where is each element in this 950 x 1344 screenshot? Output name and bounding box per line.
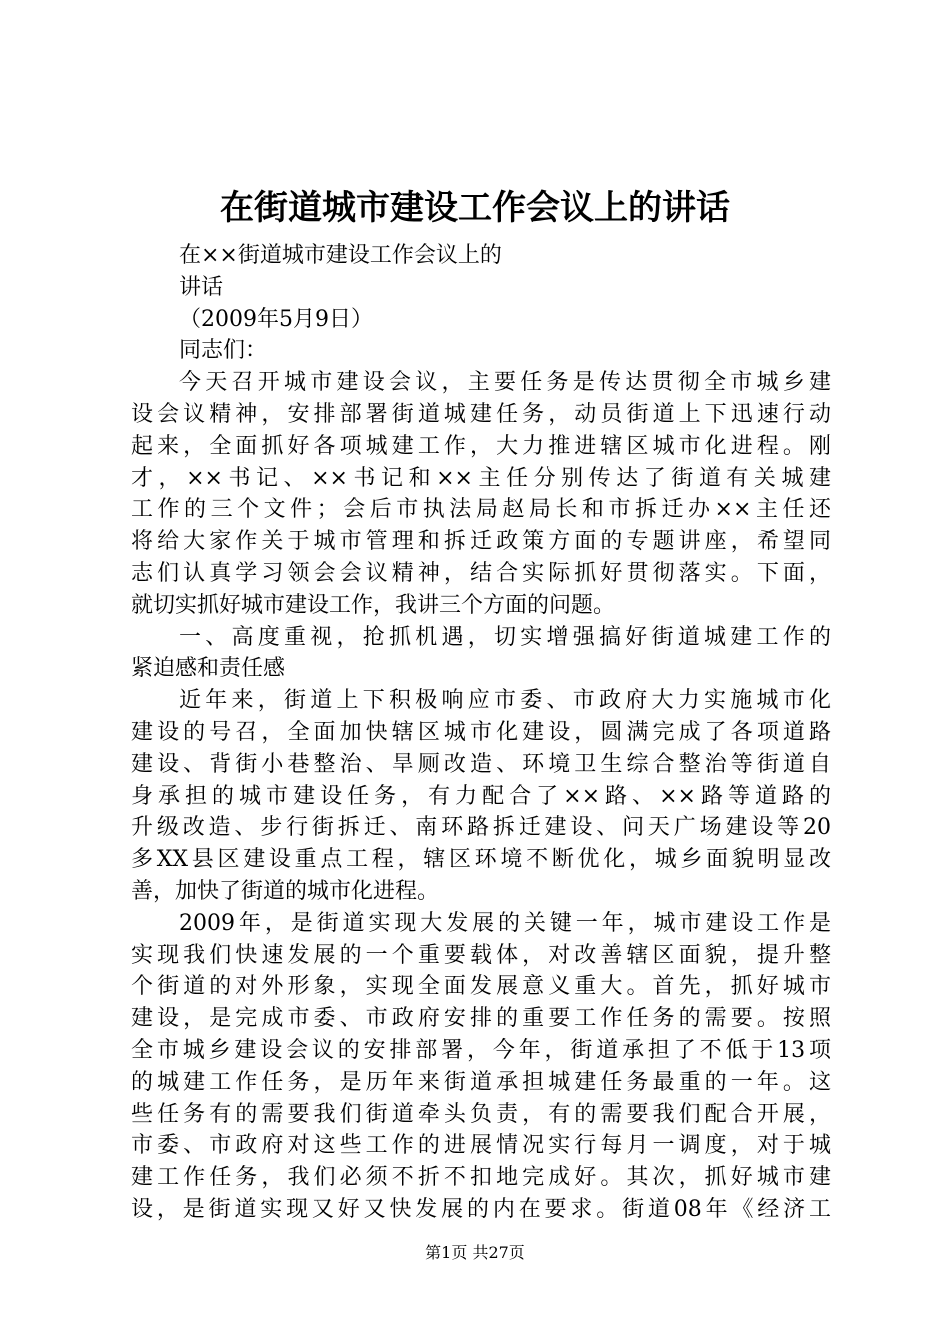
body-line: 升级改造、步行街拆迁、南环路拆迁建设、问天广场建设等20	[131, 815, 831, 841]
body-line: 设，是街道实现又好又快发展的内在要求。街道08年《经济工	[131, 1196, 831, 1222]
body-line: 在××街道城市建设工作会议上的	[179, 243, 502, 268]
body-line: 全市城乡建设会议的安排部署，今年，街道承担了不低于13项	[131, 1037, 831, 1063]
body-line: 工作的三个文件；会后市执法局赵局长和市拆迁办××主任还	[131, 497, 831, 523]
body-line: 设会议精神，安排部署街道城建任务，动员街道上下迅速行动	[131, 401, 831, 427]
body-line: 才，××书记、××书记和××主任分别传达了街道有关城建	[131, 465, 831, 491]
body-line: 将给大家作关于城市管理和拆迁政策方面的专题讲座，希望同	[131, 529, 831, 555]
body-line: 市委、市政府对这些工作的进展情况实行每月一调度，对于城	[131, 1133, 831, 1159]
page-footer: 第1页 共27页	[425, 1243, 525, 1262]
body-line: 就切实抓好城市建设工作，我讲三个方面的问题。	[131, 592, 616, 618]
body-line: 的城建工作任务，是历年来街道承担城建任务最重的一年。这	[131, 1069, 831, 1095]
body-line: 紧迫感和责任感	[131, 656, 286, 682]
body-line: 讲话	[179, 274, 224, 300]
body-line: 多XX县区建设重点工程，辖区环境不断优化，城乡面貌明显改	[131, 847, 831, 873]
body-line: 今天召开城市建设会议，主要任务是传达贯彻全市城乡建	[179, 370, 831, 396]
body-line: 些任务有的需要我们街道牵头负责，有的需要我们配合开展，	[131, 1101, 831, 1127]
body-line: 近年来，街道上下积极响应市委、市政府大力实施城市化	[179, 688, 831, 714]
document-title: 在街道城市建设工作会议上的讲话	[220, 188, 730, 228]
body-line: 实现我们快速发展的一个重要载体，对改善辖区面貌，提升整	[131, 942, 831, 968]
body-line: 身承担的城市建设任务，有力配合了××路、××路等道路的	[131, 783, 831, 809]
body-line: 建设，是完成市委、市政府安排的重要工作任务的需要。按照	[131, 1006, 831, 1032]
body-line: 同志们：	[179, 338, 268, 364]
body-line: 建设的号召，全面加快辖区城市化建设，圆满完成了各项道路	[131, 719, 831, 745]
body-line: 一、高度重视，抢抓机遇，切实增强搞好街道城建工作的	[179, 624, 831, 650]
body-line: 志们认真学习领会会议精神，结合实际抓好贯彻落实。下面，	[131, 560, 831, 586]
body-line: 建工作任务，我们必须不折不扣地完成好。其次，抓好城市建	[131, 1165, 831, 1191]
body-line: 个街道的对外形象，实现全面发展意义重大。首先，抓好城市	[131, 974, 831, 1000]
body-line: 2009年，是街道实现大发展的关键一年，城市建设工作是	[179, 910, 831, 936]
body-line: （2009年5月9日）	[179, 306, 373, 332]
body-line: 起来，全面抓好各项城建工作，大力推进辖区城市化进程。刚	[131, 433, 831, 459]
body-line: 建设、背街小巷整治、旱厕改造、环境卫生综合整治等街道自	[131, 751, 831, 777]
document-body	[131, 240, 831, 1226]
body-line: 善，加快了街道的城市化进程。	[131, 878, 440, 904]
